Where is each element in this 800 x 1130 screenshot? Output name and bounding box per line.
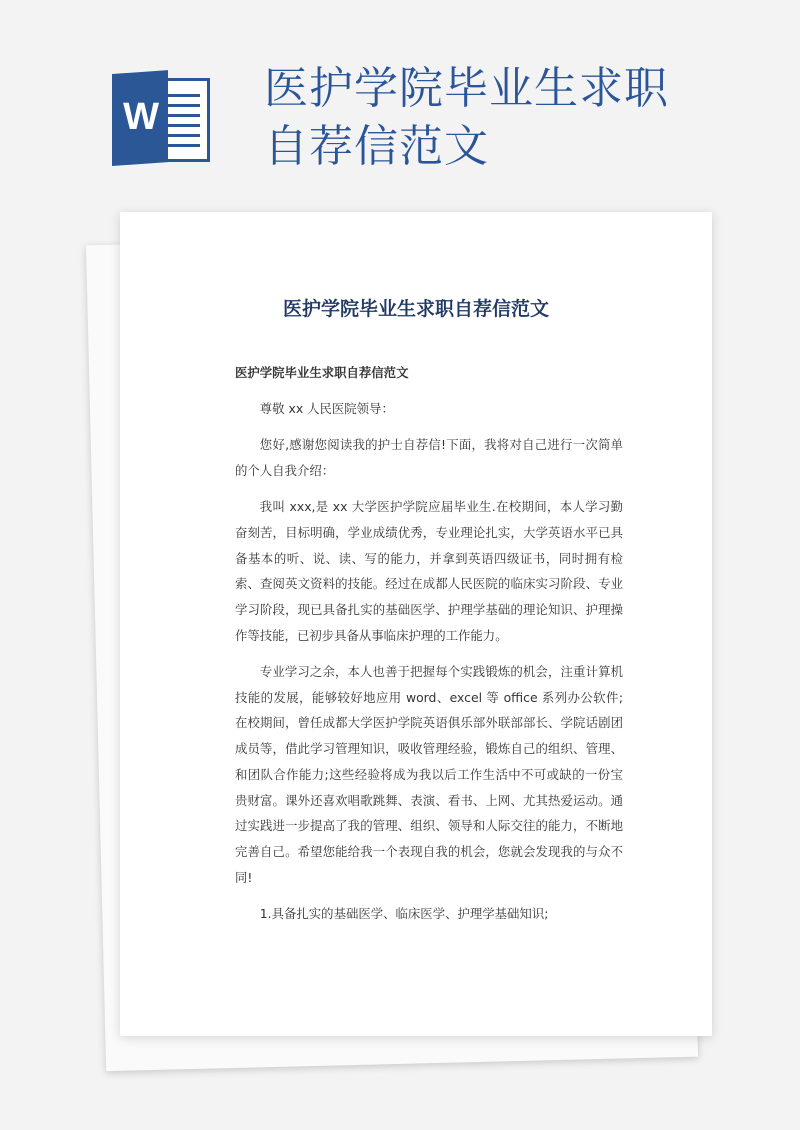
document-title: 医护学院毕业生求职自荐信范文 [282,298,549,320]
word-icon [112,74,212,166]
paragraph: 专业学习之余，本人也善于把握每个实践锻炼的机会，注重计算机技能的发展，能够较好地应用 word、excel 等 office 系列办公软件;在校期间，曾任成都大学医护学院英语俱乐部外联部部长、学院话剧团成员等，借此学习管理知识，吸收管理经验，锻炼自己的组织、管理、和团队合作能力;这些经验将成为我以后工作生活中不可或缺的一份宝贵财富。课外还喜欢唱歌跳舞、表演、看书、上网、尤其热爱运动。通过实践进一步提高了我的管理、组织、领导和人际交往的能力，不断地完善自己。希望您能给我一个表现自我的机会，您就会发现我的与众不同! [235,664,623,885]
document-page [120,212,712,1036]
paragraph: 我叫 xxx,是 xx 大学医护学院应届毕业生.在校期间，本人学习勤奋刻苦，目标明确，学业成绩优秀，专业理论扎实，大学英语水平已具备基本的听、说、读、写的能力，并拿到英语四级证书，同时拥有检索、查阅英文资料的技能。经过在成都人民医院的临床实习阶段、专业学习阶段，现已具备扎实的基础医学、护理学基础的理论知识、护理操作等技能，已初步具备从事临床护理的工作能力。 [235,499,623,643]
paragraph: 您好,感谢您阅读我的护士自荐信!下面，我将对自己进行一次简单的个人自我介绍： [235,437,623,479]
document-greeting: 尊敬 xx 人民医院领导： [259,401,394,417]
document-body [235,360,623,937]
document-heading: 医护学院毕业生求职自荐信范文 [235,365,409,380]
page-title: 医护学院毕业生求职自荐信范文 [264,63,669,172]
word-icon-letter: W [123,96,159,138]
paragraph: 1.具备扎实的基础医学、临床医学、护理学基础知识; [259,905,549,921]
